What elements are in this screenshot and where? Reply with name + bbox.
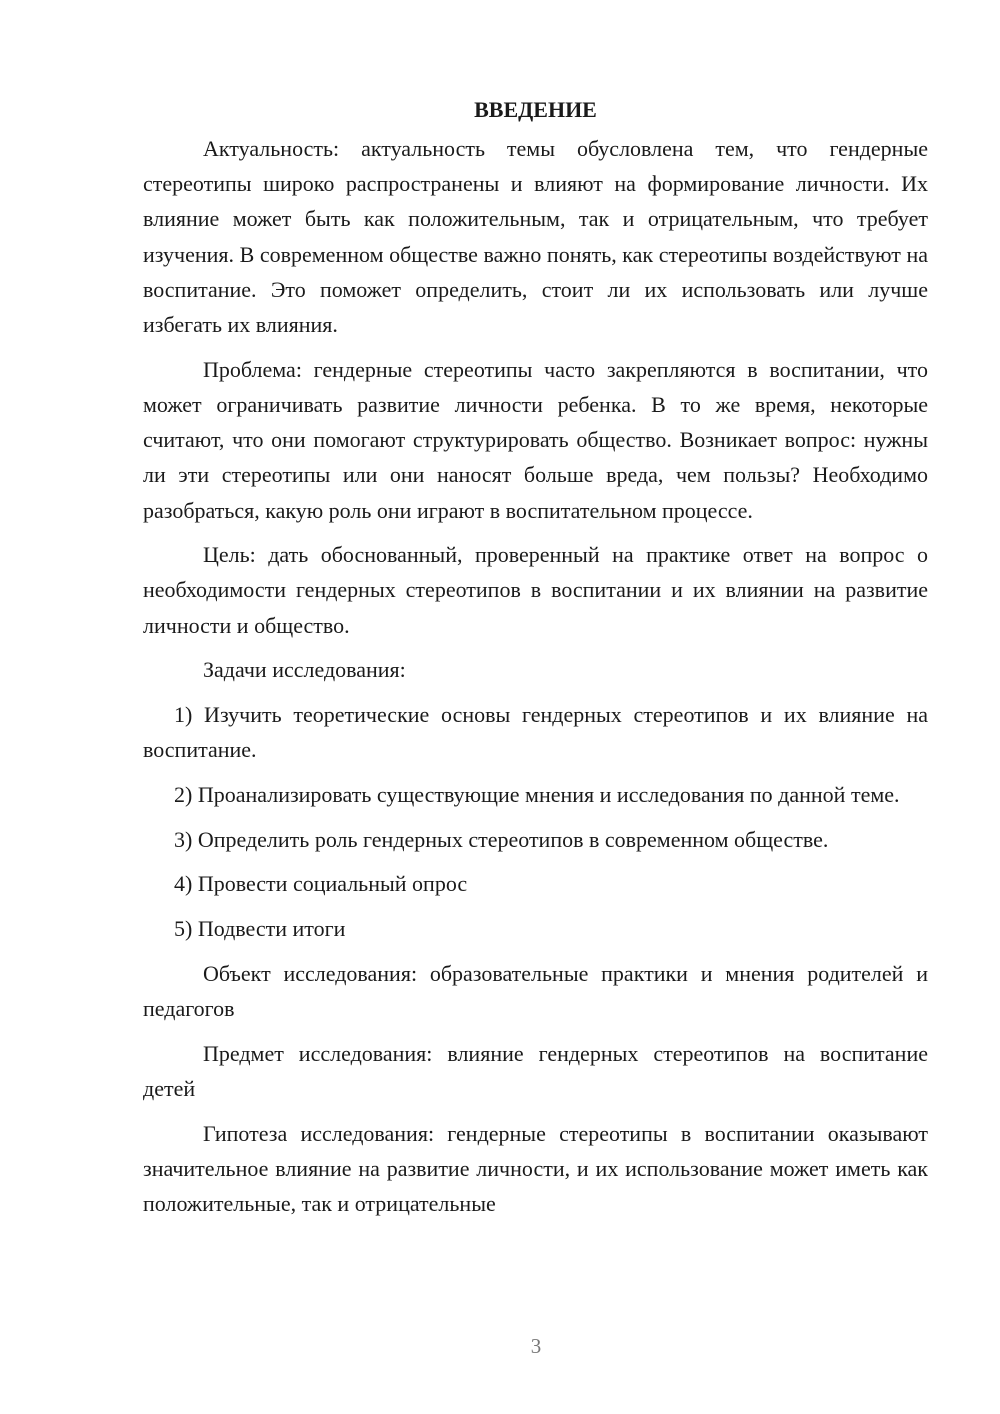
task-item-3: 3) Определить роль гендерных стереотипов в современном обществе. [174,826,829,852]
paragraph-goal: Цель: дать обоснованный, проверенный на практике ответ на вопрос о необходимости гендерных стереотипов в воспитании и их влиянии на развитие личности и общество. [143,542,928,638]
tasks-heading: Задачи исследования: [203,657,406,683]
paragraph-relevance: Актуальность: актуальность темы обусловлена тем, что гендерные стереотипы широко распространены и влияют на формирование личности. Их влияние может быть как положительным, так и отрицательным, что требует изучения. В современном обществе важно понять, как стереотипы воздействуют на воспитание. Это поможет определить, стоит ли их использовать или лучше избегать их влияния. [143,136,928,338]
task-item-2: 2) Проанализировать существующие мнения и исследования по данной теме. [174,781,900,807]
paragraph-object: Объект исследования: образовательные практики и мнения родителей и педагогов [143,960,928,1021]
document-page [143,92,928,1231]
section-title: ВВЕДЕНИЕ [474,97,597,122]
paragraph-problem: Проблема: гендерные стереотипы часто закрепляются в воспитании, что может ограничивать развитие личности ребенка. В то же время, некоторые считают, что они помогают структурировать общество. Возникает вопрос: нужны ли эти стереотипы или они наносят больше вреда, чем пользы? Необходимо разобраться, какую роль они играют в воспитательном процессе. [143,356,928,523]
paragraph-subject: Предмет исследования: влияние гендерных стереотипов на воспитание детей [143,1040,928,1101]
task-item-1: 1) Изучить теоретические основы гендерных стереотипов и их влияние на воспитание. [143,702,928,763]
paragraph-hypothesis: Гипотеза исследования: гендерные стереотипы в воспитании оказывают значительное влияние на развитие личности, и их использование может иметь как положительные, так и отрицательные [143,1120,928,1216]
task-item-4: 4) Провести социальный опрос [174,871,468,897]
page-number: 3 [530,1334,542,1358]
task-item-5: 5) Подвести итоги [174,916,346,942]
